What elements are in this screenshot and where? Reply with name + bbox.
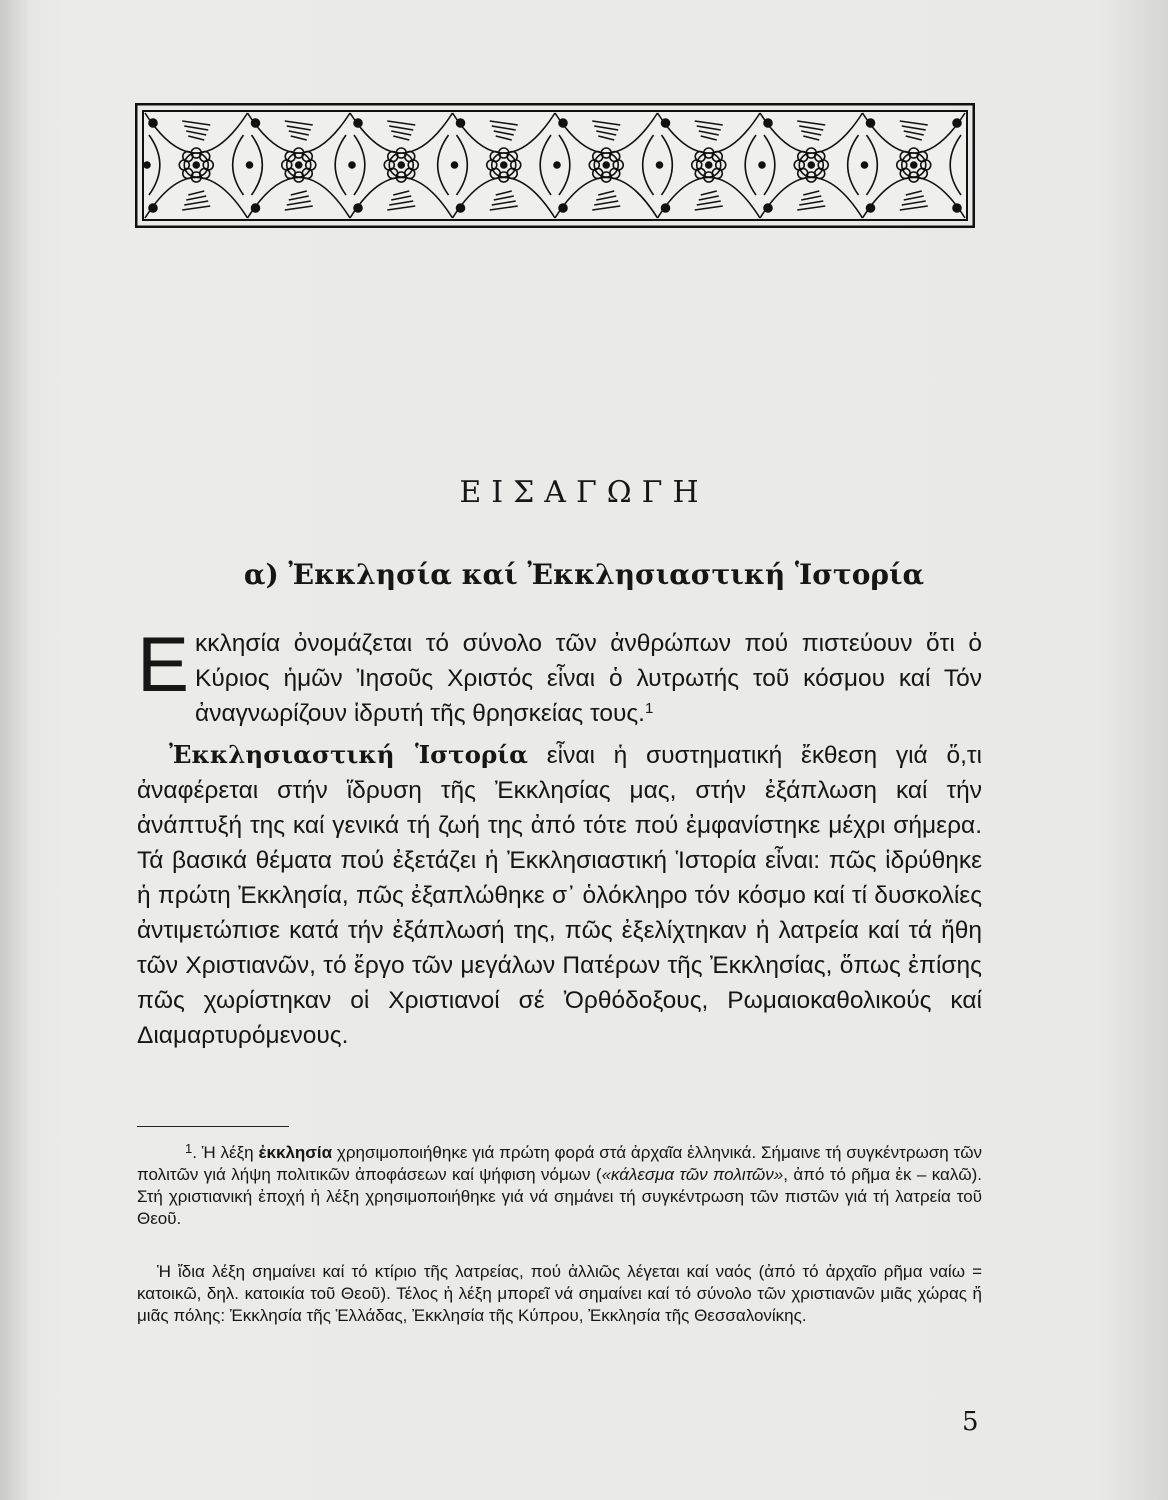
footnote-text: . Ἡ λέξη (192, 1143, 259, 1162)
footnote-1 (137, 1138, 982, 1230)
footnote-marker: 1 (185, 1141, 193, 1156)
footnote-divider (137, 1126, 289, 1127)
paragraph-text: κκλησία ὀνομάζεται τό σύνολο τῶν ἀνθρώπων πού πιστεύουν ὅτι ὁ Κύριος ἡμῶν Ἰησοῦς Χριστός εἶναι ὁ λυτρωτής τοῦ κόσμου καί Τόν ἀναγνωρίζουν ἱδρυτή τῆς θρησκείας τους. (195, 630, 982, 727)
footnote-text: , ἀπό τό ρῆμα ἐκ – καλῶ). Στή χριστιανική ἐποχή ἡ λέξη χρησιμοποιήθηκε γιά νά σημάνει τή συγκέντρωση τῶν πιστῶν γιά τή λατρεία τοῦ Θεοῦ. (137, 1165, 982, 1228)
drop-cap: Ε (137, 620, 190, 708)
footnote-reference: 1 (644, 700, 654, 717)
paragraph-definition (137, 620, 982, 731)
ornamental-header-band (135, 103, 975, 228)
footnote-2: Ἡ ἴδια λέξη σημαίνει καί τό κτίριο τῆς λατρείας, πού ἀλλιῶς λέγεται καί ναός (ἀπό τό ἀρχαῖο ρῆμα ναίω = κατοικῶ, δηλ. κατοικία τοῦ Θεοῦ). Τέλος ἡ λέξη μπορεῖ νά σημαίνει καί τό σύνολο τῶν χριστιανῶν μιᾶς χώρας ἤ μιᾶς πόλης: Ἐκκλησία τῆς Ἑλλάδας, Ἐκκλησία τῆς Κύπρου, Ἐκκλησία τῆς Θεσσαλονίκης. (137, 1262, 982, 1325)
paragraph-history (137, 737, 982, 1053)
footnote-text: χρησιμοποιήθηκε γιά πρώτη φορά στά ἀρχαῖα ἑλληνικά. Σήμαινε τή συγκέντρωση τῶν πολιτῶν γιά λήψη πολιτικῶν ἀποφάσεων καί ψήφιση νόμων ( (137, 1143, 982, 1184)
section-title: α) Ἐκκλησία καί Ἐκκλησιαστική Ἱστορία (243, 558, 925, 591)
page-title: ΕΙΣΑΓΩΓΗ (459, 475, 709, 510)
footnote-italic-quote: «κάλεσμα τῶν πολιτῶν» (601, 1165, 784, 1184)
page-number: 5 (962, 1407, 979, 1437)
paragraph-text: εἶναι ἡ συστηματική ἔκθεση γιά ὅ,τι ἀναφέρεται στήν ἵδρυση τῆς Ἐκκλησίας μας, στήν ἐξάπλωση καί τήν ἀνάπτυξή της καί γενικά τή ζωή της ἀπό τότε πού ἐμφανίστηκε μέχρι σήμερα. Τά βασικά θέματα πού ἐξετάζει ἡ Ἐκκλησιαστική Ἱστορία εἶναι: πῶς ἱδρύθηκε ἡ πρώτη Ἐκκλησία, πῶς ἐξαπλώθηκε σ᾽ ὁλόκληρο τόν κόσμο καί τί δυσκολίες ἀντιμετώπισε κατά τήν ἐξάπλωσή της, πῶς ἐξελίχτηκαν ἡ λατρεία καί τά ἤθη τῶν Χριστιανῶν, τό ἔργο τῶν μεγάλων Πατέρων τῆς Ἐκκλησίας, ὅπως ἐπίσης πῶς χωρίστηκαν οἱ Χριστιανοί σέ Ὀρθόδοξους, Ρωμαιοκαθολικούς καί Διαμαρτυρόμενους. (137, 742, 982, 1049)
footnote-bold-term: ἐκκλησία (258, 1143, 333, 1162)
bold-term: Ἐκκλησιαστική Ἱστορία (169, 740, 529, 769)
